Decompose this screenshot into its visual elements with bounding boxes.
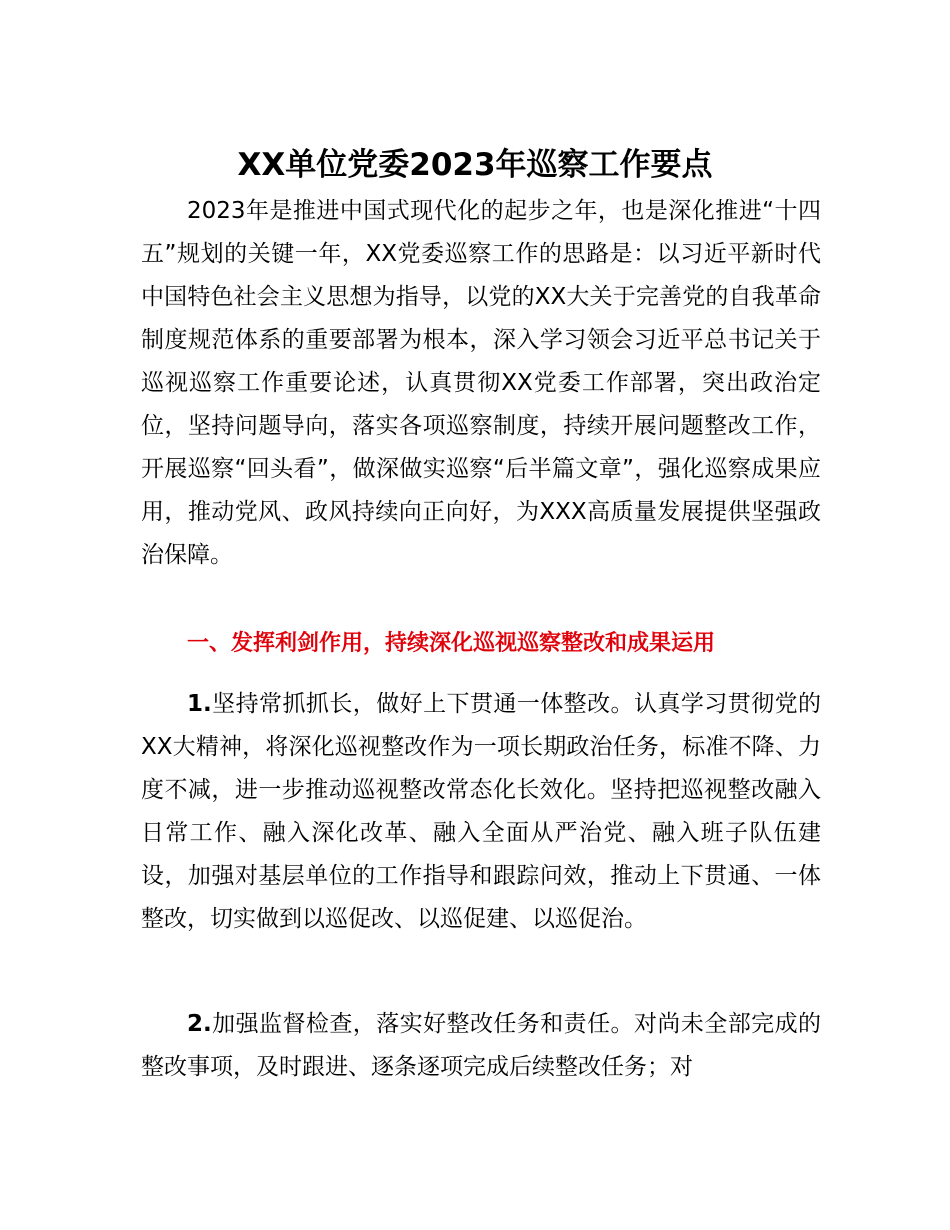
list-item xyxy=(141,1003,821,1089)
list-item xyxy=(141,683,821,941)
item-text-1: 坚持常抓抓长，做好上下贯通一体整改。认真学习贯彻党的XX大精神，将深化巡视整改作为一项长期政治任务，标准不降、力度不减，进一步推动巡视整改常态化长效化。坚持把巡视整改融入日常工作、融入深化改革、融入全面从严治党、融入班子队伍建设，加强对基层单位的工作指导和跟踪问效，推动上下贯通、一体整改，切实做到以巡促改、以巡促建、以巡促治。 xyxy=(141,691,821,932)
intro-block xyxy=(141,190,821,577)
item-number-2: 2. xyxy=(187,1011,212,1037)
item-paragraph-1 xyxy=(141,683,821,941)
item-number-1: 1. xyxy=(187,691,212,717)
section-heading-1: 一、发挥利剑作用，持续深化巡视巡察整改和成果运用 xyxy=(187,631,716,656)
intro-paragraph: 2023年是推进中国式现代化的起步之年，也是深化推进“十四五”规划的关键一年，XX党委巡察工作的思路是：以习近平新时代中国特色社会主义思想为指导，以党的XX大关于完善党的自我革命制度规范体系的重要部署为根本，深入学习领会习近平总书记关于巡视巡察工作重要论述，认真贯彻XX党委工作部署，突出政治定位，坚持问题导向，落实各项巡察制度，持续开展问题整改工作，开展巡察“回头看”，做深做实巡察“后半篇文章”，强化巡察成果应用，推动党风、政风持续向正向好，为XXX高质量发展提供坚强政治保障。 xyxy=(141,198,821,568)
item-paragraph-2 xyxy=(141,1003,821,1089)
item-text-2: 加强监督检查，落实好整改任务和责任。对尚未全部完成的整改事项，及时跟进、逐条逐项完成后续整改任务；对 xyxy=(141,1011,821,1080)
document-title: XX单位党委2023年巡察工作要点 xyxy=(237,147,713,183)
